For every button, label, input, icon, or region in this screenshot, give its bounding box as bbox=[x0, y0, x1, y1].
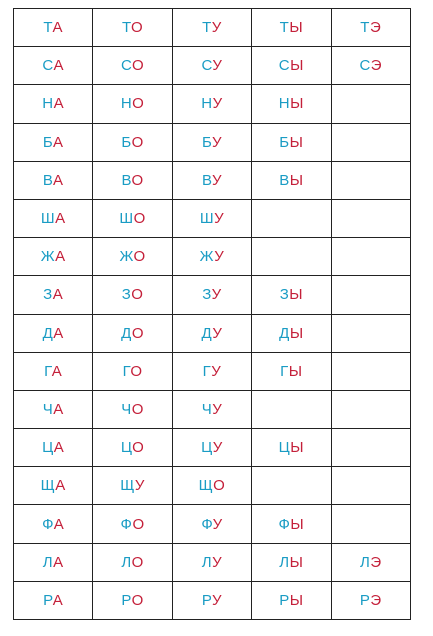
vowel-letter: У bbox=[212, 591, 223, 609]
syllable-cell bbox=[93, 467, 172, 505]
vowel-letter: Ы bbox=[290, 57, 304, 75]
consonant-letter: Ц bbox=[201, 439, 213, 457]
empty-cell bbox=[331, 467, 410, 505]
syllable-cell bbox=[93, 9, 172, 47]
vowel-letter: У bbox=[211, 286, 222, 304]
consonant-letter: Б bbox=[201, 133, 212, 151]
vowel-letter: А bbox=[52, 19, 64, 37]
syllable-cell bbox=[93, 581, 172, 619]
empty-cell bbox=[252, 238, 331, 276]
consonant-letter: Ж bbox=[119, 248, 134, 266]
consonant-letter: Ж bbox=[40, 248, 56, 266]
consonant-letter: Т bbox=[202, 19, 212, 37]
syllable-cell bbox=[172, 276, 251, 314]
consonant-letter: Ч bbox=[201, 400, 213, 418]
empty-cell bbox=[252, 467, 331, 505]
syllable-cell bbox=[172, 314, 251, 352]
consonant-letter: Ф bbox=[201, 515, 213, 533]
syllable-cell bbox=[14, 390, 93, 428]
empty-cell bbox=[331, 505, 410, 543]
consonant-letter: Ф bbox=[42, 515, 54, 533]
vowel-letter: Ы bbox=[289, 133, 304, 151]
syllable-cell bbox=[14, 352, 93, 390]
table-row bbox=[14, 276, 411, 314]
syllable-cell bbox=[93, 238, 172, 276]
vowel-letter: Ы bbox=[288, 362, 303, 380]
consonant-letter: В bbox=[201, 171, 212, 189]
syllable-cell bbox=[172, 429, 251, 467]
syllable-cell bbox=[172, 505, 251, 543]
syllable-cell bbox=[172, 9, 251, 47]
vowel-letter: Ы bbox=[290, 95, 304, 113]
vowel-letter: О bbox=[131, 324, 144, 342]
consonant-letter: Щ bbox=[120, 477, 135, 495]
vowel-letter: А bbox=[53, 553, 64, 571]
consonant-letter: Н bbox=[42, 95, 54, 113]
syllable-sheet bbox=[13, 8, 411, 620]
vowel-letter: О bbox=[130, 362, 143, 380]
vowel-letter: Ы bbox=[289, 171, 304, 189]
syllable-cell bbox=[93, 123, 172, 161]
table-row bbox=[14, 161, 411, 199]
vowel-letter: Ы bbox=[289, 19, 304, 37]
vowel-letter: Ы bbox=[290, 439, 305, 457]
syllable-cell bbox=[14, 238, 93, 276]
consonant-letter: С bbox=[201, 57, 213, 75]
syllable-cell bbox=[14, 467, 93, 505]
table-row bbox=[14, 9, 411, 47]
vowel-letter: О bbox=[131, 553, 144, 571]
consonant-letter: Л bbox=[279, 553, 290, 571]
syllable-cell bbox=[172, 85, 251, 123]
vowel-letter: Э bbox=[370, 591, 382, 609]
vowel-letter: О bbox=[133, 248, 146, 266]
syllable-cell bbox=[93, 352, 172, 390]
table-row bbox=[14, 467, 411, 505]
vowel-letter: У bbox=[211, 171, 222, 189]
syllable-cell bbox=[93, 505, 172, 543]
vowel-letter: О bbox=[131, 591, 144, 609]
empty-cell bbox=[331, 123, 410, 161]
table-row bbox=[14, 390, 411, 428]
consonant-letter: Р bbox=[121, 591, 132, 609]
vowel-letter: У bbox=[212, 57, 223, 75]
consonant-letter: З bbox=[43, 286, 53, 304]
syllable-cell bbox=[172, 123, 251, 161]
table-row bbox=[14, 581, 411, 619]
consonant-letter: Б bbox=[42, 133, 53, 151]
table-row bbox=[14, 199, 411, 237]
syllable-cell bbox=[331, 543, 410, 581]
vowel-letter: У bbox=[212, 515, 223, 533]
syllable-cell bbox=[252, 429, 331, 467]
consonant-letter: Ж bbox=[199, 248, 215, 266]
vowel-letter: О bbox=[133, 210, 146, 228]
vowel-letter: У bbox=[134, 477, 145, 495]
empty-cell bbox=[331, 390, 410, 428]
syllable-cell bbox=[14, 314, 93, 352]
consonant-letter: Д bbox=[121, 324, 132, 342]
syllable-cell bbox=[14, 276, 93, 314]
consonant-letter: Г bbox=[202, 362, 212, 380]
consonant-letter: Л bbox=[42, 553, 54, 571]
syllable-cell bbox=[172, 581, 251, 619]
vowel-letter: А bbox=[55, 210, 66, 228]
vowel-letter: А bbox=[53, 515, 65, 533]
consonant-letter: С bbox=[120, 57, 132, 75]
vowel-letter: У bbox=[212, 439, 223, 457]
consonant-letter: Ч bbox=[42, 400, 54, 418]
syllable-cell bbox=[252, 543, 331, 581]
vowel-letter: У bbox=[212, 400, 223, 418]
syllable-cell bbox=[93, 543, 172, 581]
consonant-letter: Л bbox=[201, 553, 213, 571]
consonant-letter: Д bbox=[279, 324, 290, 342]
empty-cell bbox=[331, 429, 410, 467]
table-row bbox=[14, 85, 411, 123]
syllable-cell bbox=[172, 238, 251, 276]
syllable-cell bbox=[14, 161, 93, 199]
syllable-cell bbox=[14, 543, 93, 581]
vowel-letter: У bbox=[214, 210, 225, 228]
consonant-letter: Ц bbox=[278, 439, 291, 457]
consonant-letter: Г bbox=[280, 362, 289, 380]
consonant-letter: Д bbox=[201, 324, 213, 342]
consonant-letter: Р bbox=[359, 591, 371, 609]
consonant-letter: Ш bbox=[40, 210, 56, 228]
table-row bbox=[14, 429, 411, 467]
consonant-letter: Т bbox=[122, 19, 131, 37]
vowel-letter: А bbox=[53, 439, 65, 457]
vowel-letter: У bbox=[212, 95, 223, 113]
consonant-letter: Л bbox=[359, 553, 371, 571]
consonant-letter: Р bbox=[279, 591, 290, 609]
vowel-letter: А bbox=[53, 57, 64, 75]
syllable-cell bbox=[14, 199, 93, 237]
vowel-letter: А bbox=[53, 324, 64, 342]
vowel-letter: У bbox=[214, 248, 225, 266]
consonant-letter: Щ bbox=[198, 477, 214, 495]
vowel-letter: Ы bbox=[289, 553, 304, 571]
table-row bbox=[14, 505, 411, 543]
vowel-letter: А bbox=[52, 591, 64, 609]
table-row bbox=[14, 543, 411, 581]
syllable-cell bbox=[93, 390, 172, 428]
vowel-letter: О bbox=[132, 95, 145, 113]
consonant-letter: Т bbox=[43, 19, 53, 37]
consonant-letter: Ш bbox=[199, 210, 215, 228]
syllable-cell bbox=[252, 9, 331, 47]
consonant-letter: Ц bbox=[42, 439, 54, 457]
syllable-cell bbox=[93, 161, 172, 199]
vowel-letter: О bbox=[213, 477, 226, 495]
syllable-cell bbox=[252, 276, 331, 314]
vowel-letter: О bbox=[131, 133, 144, 151]
consonant-letter: Р bbox=[201, 591, 213, 609]
vowel-letter: У bbox=[212, 324, 223, 342]
empty-cell bbox=[331, 238, 410, 276]
consonant-letter: Г bbox=[44, 362, 52, 380]
empty-cell bbox=[331, 276, 410, 314]
vowel-letter: Ы bbox=[289, 324, 304, 342]
consonant-letter: В bbox=[279, 171, 290, 189]
syllable-cell bbox=[252, 505, 331, 543]
consonant-letter: Р bbox=[43, 591, 53, 609]
syllable-table-body bbox=[14, 9, 411, 620]
syllable-cell bbox=[172, 352, 251, 390]
table-row bbox=[14, 352, 411, 390]
vowel-letter: Э bbox=[370, 553, 382, 571]
syllable-cell bbox=[331, 581, 410, 619]
consonant-letter: В bbox=[42, 171, 53, 189]
syllable-cell bbox=[172, 47, 251, 85]
vowel-letter: А bbox=[53, 95, 65, 113]
table-row bbox=[14, 47, 411, 85]
vowel-letter: А bbox=[55, 248, 66, 266]
consonant-letter: Н bbox=[201, 95, 213, 113]
consonant-letter: Ш bbox=[119, 210, 134, 228]
vowel-letter: А bbox=[52, 286, 64, 304]
empty-cell bbox=[252, 199, 331, 237]
syllable-cell bbox=[14, 85, 93, 123]
vowel-letter: У bbox=[212, 553, 223, 571]
syllable-cell bbox=[172, 390, 251, 428]
syllable-cell bbox=[93, 85, 172, 123]
syllable-cell bbox=[14, 505, 93, 543]
empty-cell bbox=[252, 390, 331, 428]
consonant-letter: Ф bbox=[120, 515, 133, 533]
syllable-cell bbox=[14, 123, 93, 161]
consonant-letter: Щ bbox=[40, 477, 56, 495]
consonant-letter: Н bbox=[120, 95, 133, 113]
consonant-letter: Л bbox=[121, 553, 132, 571]
vowel-letter: Ы bbox=[289, 591, 304, 609]
vowel-letter: А bbox=[52, 133, 64, 151]
empty-cell bbox=[331, 352, 410, 390]
vowel-letter: О bbox=[131, 400, 144, 418]
vowel-letter: У bbox=[211, 133, 222, 151]
consonant-letter: Б bbox=[279, 133, 290, 151]
syllable-cell bbox=[14, 47, 93, 85]
consonant-letter: Т bbox=[360, 19, 370, 37]
consonant-letter: З bbox=[121, 286, 132, 304]
empty-cell bbox=[331, 314, 410, 352]
syllable-cell bbox=[252, 47, 331, 85]
vowel-letter: О bbox=[132, 57, 145, 75]
consonant-letter: Б bbox=[121, 133, 132, 151]
syllable-table bbox=[13, 8, 411, 620]
syllable-cell bbox=[252, 161, 331, 199]
consonant-letter: Н bbox=[278, 95, 291, 113]
vowel-letter: А bbox=[51, 362, 63, 380]
table-row bbox=[14, 314, 411, 352]
vowel-letter: О bbox=[132, 439, 145, 457]
vowel-letter: Ы bbox=[289, 286, 304, 304]
syllable-cell bbox=[93, 276, 172, 314]
consonant-letter: Т bbox=[279, 19, 290, 37]
consonant-letter: Г bbox=[122, 362, 131, 380]
consonant-letter: С bbox=[42, 57, 54, 75]
vowel-letter: У bbox=[211, 19, 222, 37]
vowel-letter: А bbox=[52, 171, 64, 189]
empty-cell bbox=[331, 85, 410, 123]
vowel-letter: О bbox=[132, 515, 145, 533]
consonant-letter: З bbox=[202, 286, 212, 304]
syllable-cell bbox=[93, 314, 172, 352]
consonant-letter: Ф bbox=[278, 515, 291, 533]
syllable-cell bbox=[252, 85, 331, 123]
consonant-letter: С bbox=[278, 57, 291, 75]
consonant-letter: З bbox=[279, 286, 290, 304]
syllable-cell bbox=[252, 581, 331, 619]
table-row bbox=[14, 238, 411, 276]
syllable-cell bbox=[172, 199, 251, 237]
consonant-letter: С bbox=[359, 57, 371, 75]
syllable-cell bbox=[14, 9, 93, 47]
vowel-letter: А bbox=[53, 400, 64, 418]
syllable-cell bbox=[93, 429, 172, 467]
syllable-cell bbox=[14, 581, 93, 619]
syllable-cell bbox=[331, 9, 410, 47]
syllable-cell bbox=[93, 199, 172, 237]
vowel-letter: Ы bbox=[290, 515, 305, 533]
syllable-cell bbox=[252, 314, 331, 352]
vowel-letter: У bbox=[211, 362, 222, 380]
consonant-letter: В bbox=[121, 171, 132, 189]
vowel-letter: О bbox=[131, 286, 144, 304]
syllable-cell bbox=[252, 352, 331, 390]
vowel-letter: О bbox=[131, 171, 144, 189]
consonant-letter: Ч bbox=[121, 400, 132, 418]
vowel-letter: Э bbox=[369, 19, 382, 37]
table-row bbox=[14, 123, 411, 161]
consonant-letter: Ц bbox=[120, 439, 133, 457]
syllable-cell bbox=[252, 123, 331, 161]
empty-cell bbox=[331, 161, 410, 199]
syllable-cell bbox=[172, 543, 251, 581]
vowel-letter: О bbox=[131, 19, 144, 37]
vowel-letter: Э bbox=[370, 57, 382, 75]
syllable-cell bbox=[172, 467, 251, 505]
syllable-cell bbox=[93, 47, 172, 85]
syllable-cell bbox=[14, 429, 93, 467]
vowel-letter: А bbox=[55, 477, 66, 495]
syllable-cell bbox=[331, 47, 410, 85]
empty-cell bbox=[331, 199, 410, 237]
consonant-letter: Д bbox=[42, 324, 54, 342]
syllable-cell bbox=[172, 161, 251, 199]
